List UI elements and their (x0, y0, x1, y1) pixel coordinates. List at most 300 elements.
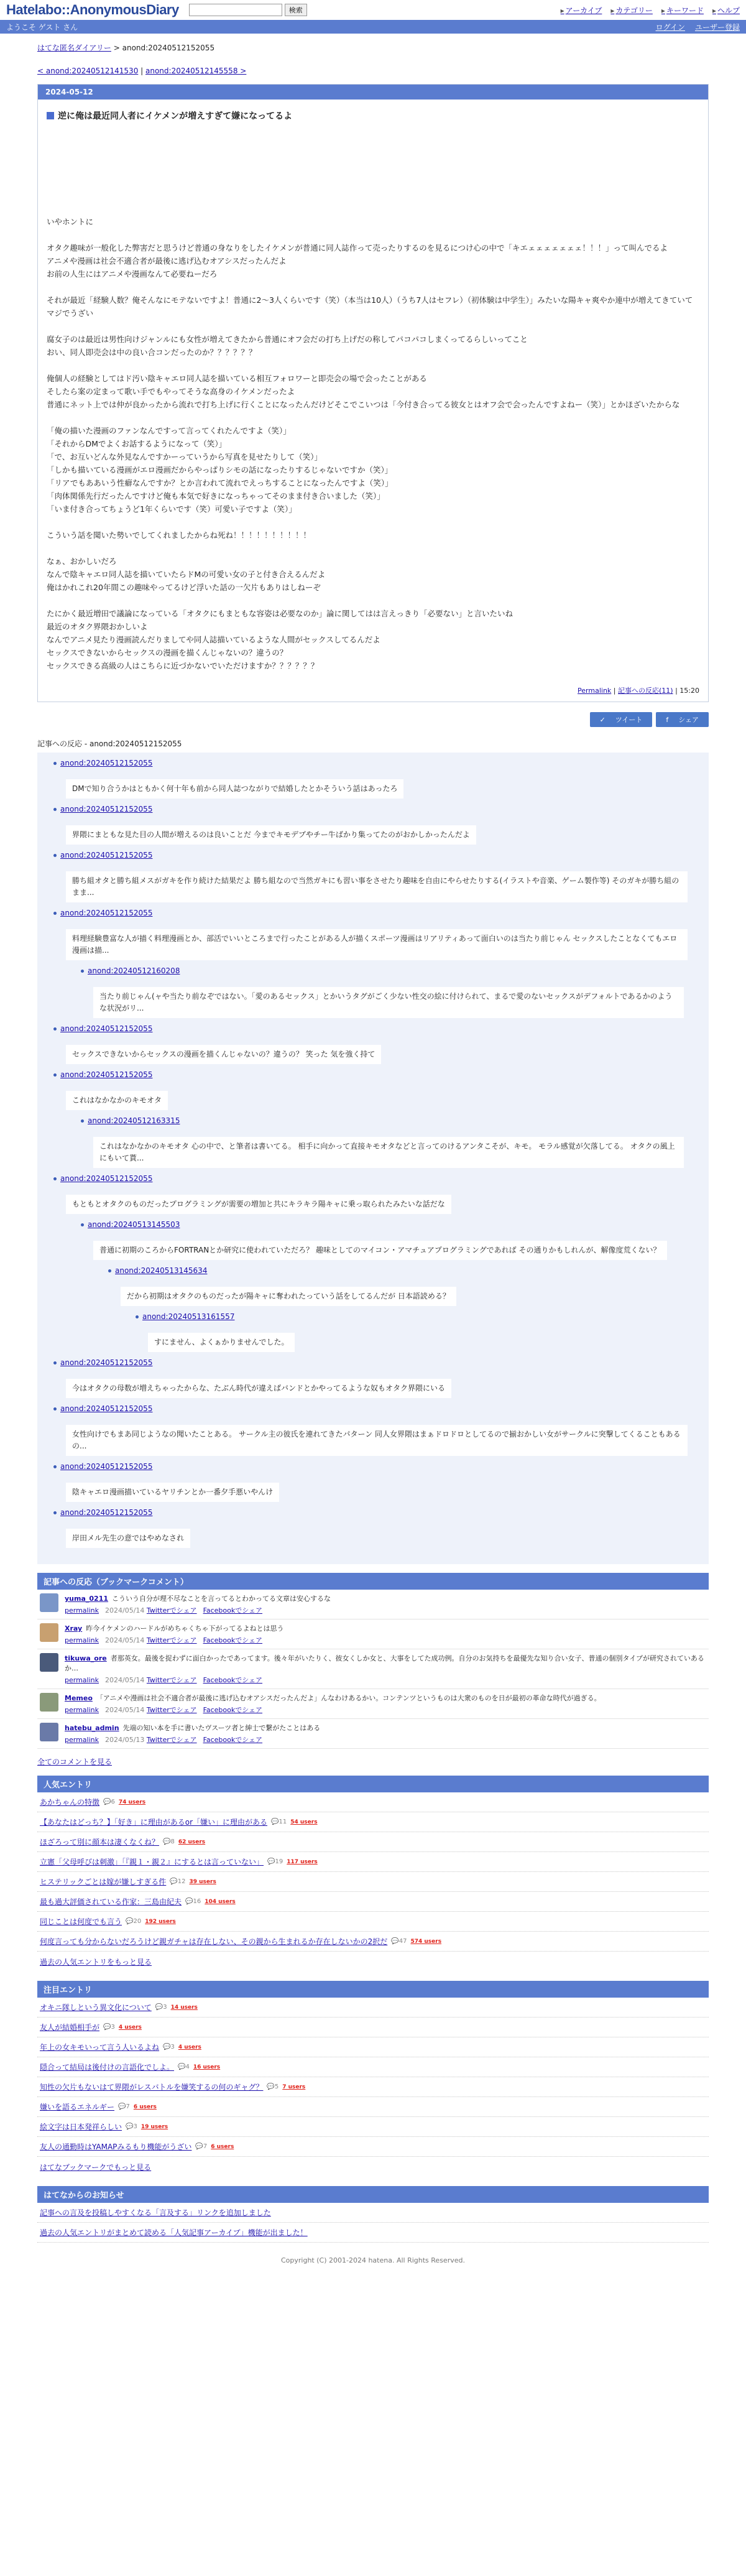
bookmark-date: 2024/05/14 (105, 1706, 145, 1714)
entry-row (37, 1832, 709, 1852)
bookmark-users-link[interactable]: 39 users (189, 1878, 216, 1885)
bookmark-users-link[interactable]: 104 users (205, 1898, 236, 1905)
article-line: たにかく最近増田で議論になっている「オタクにもまともな容姿は必要なのか」論に関してはは言えっきり「必要ない」と言いたいね (47, 609, 513, 618)
site-logo[interactable] (6, 2, 179, 18)
article-line: 俺はかれこれ20年間この趣味やってるけど浮いた話の一欠片もありはしねーぞ (47, 583, 321, 592)
replies-list (37, 753, 709, 1564)
facebook-icon: f (661, 715, 673, 725)
nav-category[interactable] (610, 5, 653, 16)
comment-count (267, 1858, 283, 1865)
bookmark-twitter-share[interactable]: Twitterでシェア (146, 1636, 197, 1644)
comment-icon: 💬 (126, 2123, 134, 2130)
article-date: 2024-05-12 (38, 85, 708, 100)
entry-row (37, 1872, 709, 1892)
entry-row (37, 1932, 709, 1952)
reply-item (108, 1266, 693, 1306)
all-comments-link[interactable]: 全てのコメントを見る (37, 1758, 113, 1766)
top-nav (561, 5, 740, 16)
bookmark-users-link[interactable]: 62 users (178, 1838, 206, 1845)
reply-text: DMで知り合うかはともかく何十年も前から同人誌つながりで結婚したとかそういう話はあったろ (66, 779, 403, 799)
comment-count-text: 3 (111, 2024, 115, 2031)
reply-text: だから初期はオタクのものだったが陽キャに奪われたっていう話をしてるんだが 日本語読める？ (121, 1287, 456, 1306)
reply-item (53, 909, 693, 960)
entry-title-link[interactable]: 隠合って結局は後付けの言語化でしよ。 (40, 2063, 175, 2072)
reply-header (108, 1266, 693, 1275)
share-buttons (37, 712, 709, 727)
avatar (40, 1623, 58, 1642)
article-paragraph (47, 529, 699, 542)
bookmark-users-link[interactable]: 192 users (145, 1918, 176, 1925)
entry-row (37, 2077, 709, 2097)
nav-keyword-label: キーワード (666, 6, 704, 15)
notice-link[interactable]: 過去の人気エントリがまとめて読める「人気記事アーカイブ」機能が出ました！ (40, 2228, 308, 2237)
pager (37, 67, 709, 75)
article-line: 普通にネット上では仲が良かったから流れで打ち上げに行くことになったんだけどそこでこいつは「今付き合ってる彼女とはオフ会で会ったんですよねー（笑）」とかほざいたからな (47, 400, 680, 409)
bookmark-users-link[interactable]: 574 users (410, 1938, 442, 1945)
reply-id-link[interactable]: anond:20240513145503 (88, 1220, 180, 1229)
comment-icon: 💬 (178, 2064, 186, 2070)
comment-icon: 💬 (267, 2083, 275, 2090)
prev-entry-link[interactable]: < anond:20240512141530 (37, 67, 139, 75)
reply-header (53, 1404, 693, 1413)
reply-item (81, 1220, 693, 1260)
reply-item (53, 759, 693, 799)
entry-title-link[interactable]: 知性の欠片もないはて界隈がレスバトルを嫌笑するの何のギャグ？ (40, 2083, 264, 2092)
reply-header (53, 909, 693, 917)
article-line: アニメや漫画は社会不適合者が最後に逃げ込むオアシスだったんだよ (47, 256, 287, 266)
article-paragraph (47, 555, 699, 594)
article-title[interactable] (47, 109, 699, 122)
entry-title-link[interactable]: ヒステリックごとは嫁が嫌しすぎる件 (40, 1878, 167, 1886)
reply-item (81, 1116, 693, 1168)
comment-count-text: 12 (177, 1878, 186, 1885)
article-line: 最近のオタク界隈おかしいよ (47, 622, 148, 631)
comment-count-text: 8 (170, 1838, 175, 1845)
article-paragraph (47, 294, 699, 320)
reply-header (53, 805, 693, 813)
comment-icon: 💬 (185, 1898, 193, 1905)
comment-icon: 💬 (103, 1799, 111, 1805)
attention-list (37, 1998, 709, 2157)
bullet-icon (53, 854, 57, 857)
bookmark-users-link[interactable]: 14 users (170, 2004, 198, 2011)
entry-row (37, 1912, 709, 1932)
bookmark-row (37, 1689, 709, 1719)
reply-item (53, 1462, 693, 1502)
comment-count (163, 1838, 175, 1845)
bookmark-permalink[interactable]: permalink (65, 1606, 99, 1615)
entry-title-link[interactable]: 同じことは何度でも言う (40, 1917, 122, 1926)
entry-row (37, 1852, 709, 1872)
bookmark-top (65, 1593, 331, 1603)
article-paragraph (47, 424, 699, 516)
entry-title-link[interactable]: 友人が結婚相手が (40, 2023, 100, 2032)
reply-item (53, 1070, 693, 1110)
entry-row (37, 1892, 709, 1912)
search-input[interactable] (189, 4, 282, 16)
comment-icon: 💬 (267, 1858, 275, 1865)
bookmark-twitter-share[interactable]: Twitterでシェア (146, 1736, 197, 1744)
nav-help[interactable] (712, 5, 740, 16)
article-line: 俺個人の経験としてはド汚い陰キャエロ同人誌を描いている相互フォロワーと即売会の場で会ったことがある (47, 374, 427, 383)
archive-icon: ▸ (560, 6, 564, 15)
bookmark-row (37, 1649, 709, 1689)
help-icon: ▸ (712, 6, 716, 15)
bookmark-body (65, 1593, 331, 1615)
comment-count (126, 2123, 137, 2130)
entry-row (37, 1812, 709, 1832)
comment-count-text: 20 (133, 1918, 142, 1925)
breadcrumb-current: > anond:20240512152055 (113, 44, 215, 52)
bookmark-users-link[interactable]: 6 users (211, 2143, 234, 2150)
bookmark-meta (65, 1605, 331, 1615)
login-link[interactable]: ログイン (655, 22, 685, 32)
bookmark-meta (65, 1705, 601, 1715)
reply-id-link[interactable]: anond:20240512152055 (60, 851, 153, 859)
bookmark-row (37, 1590, 709, 1619)
article (37, 84, 709, 702)
reply-text: 界隈にまともな見た目の人間が増えるのは良いことだ 今までキモデブやチー牛ばかり集ってたのがおかしかったんだよ (66, 825, 476, 845)
nav-archive-label: アーカイブ (565, 6, 602, 15)
bullet-icon (53, 1407, 57, 1411)
pager-sep: | (138, 67, 145, 75)
reply-id-link[interactable]: anond:20240512152055 (60, 1070, 153, 1079)
reply-text: 岸田メル先生の意ではやめなされ (66, 1529, 190, 1548)
article-line: なぁ、おかしいだろ (47, 557, 117, 566)
reply-text: 料理経験豊富な人が描く料理漫画とか、部活でいいところまで行ったことがある人が描くスポーツ漫画はリアリティあって面白いのは当たり前じゃん セックスしたことなくてもエロ漫画は描... (66, 929, 688, 960)
reply-header (53, 1358, 693, 1367)
reply-id-link[interactable]: anond:20240512152055 (60, 805, 153, 813)
replies-heading: 記事への反応 - anond:20240512152055 (37, 739, 182, 748)
reply-id-link[interactable]: anond:20240512152055 (60, 1358, 153, 1367)
article-line: 「で、お互いどんな外見なんですかーっていうから写真を見せたりして（笑）」 (47, 452, 323, 461)
reply-text: 女性向けでもまあ同じようなの聞いたことある。 サークル主の彼氏を連れてきたパターン 同人女界隈はまぁドロドロとしてるので揃おかしい女がサークルに突撃してくることもあるの... (66, 1425, 688, 1456)
bookmark-body (65, 1653, 706, 1685)
logo-sub: AnonymousDiary (70, 2, 179, 17)
comment-count (271, 1818, 287, 1825)
bookmark-permalink[interactable]: permalink (65, 1676, 99, 1684)
post-time: 15:20 (679, 687, 699, 695)
bookmark-facebook-share[interactable]: Facebookでシェア (203, 1676, 263, 1684)
main-content (37, 34, 709, 2283)
bookmark-meta (65, 1635, 284, 1645)
comment-count (118, 2103, 130, 2110)
reply-header (53, 1070, 693, 1079)
bullet-icon (53, 1073, 57, 1077)
reply-header (53, 1462, 693, 1471)
article-paragraph (47, 215, 699, 228)
bullet-icon (53, 1177, 57, 1180)
comment-count (163, 2044, 175, 2050)
notices-list (37, 2203, 709, 2243)
category-icon: ▸ (610, 6, 615, 15)
logo-main: Hatelabo (6, 2, 62, 17)
bullet-icon (53, 1361, 57, 1364)
comment-icon: 💬 (170, 1878, 178, 1885)
reply-item (53, 805, 693, 845)
comment-count-text: 5 (274, 2083, 279, 2090)
reply-header (81, 966, 693, 975)
next-entry-link[interactable]: anond:20240512145558 > (145, 67, 247, 75)
comment-count (170, 1878, 185, 1885)
reply-item (81, 966, 693, 1018)
attention-heading: 注目エントリ (37, 1981, 709, 1998)
bookmark-users-link[interactable]: 117 users (287, 1858, 318, 1865)
nav-keyword[interactable] (661, 5, 704, 16)
article-body (47, 215, 699, 672)
bookmark-comment: 者那英女。最後を捉わずに面白かったであってます。後々年がいたりく、彼女くしか女と、大事をしてた成功例。自分のお気持ちを最優先な知り合い女子、普通の個別タイプが研究されていあるか… (65, 1654, 704, 1672)
search-box (189, 4, 307, 16)
reply-header (81, 1220, 693, 1229)
bullet-icon (81, 970, 84, 973)
bookmark-user-link[interactable]: Memeo (65, 1694, 93, 1702)
comment-icon: 💬 (103, 2024, 111, 2031)
bullet-icon (53, 762, 57, 765)
bullet-icon (53, 1465, 57, 1468)
reply-id-link[interactable]: anond:20240512152055 (60, 909, 153, 917)
bookmark-users-link[interactable]: 16 users (193, 2064, 221, 2070)
bookmark-users-link[interactable]: 4 users (178, 2044, 201, 2050)
copyright: Copyright (C) 2001-2024 hatena. All Rights Reserved. (281, 2256, 465, 2264)
nav-category-label: カテゴリー (615, 6, 653, 15)
bookmarks-heading: 記事への反応（ブックマークコメント） (37, 1573, 709, 1590)
entry-title-link[interactable]: 絵文字は日本発祥らしい (40, 2123, 122, 2131)
article-paragraph (47, 333, 699, 359)
bookmark-meta (65, 1735, 320, 1744)
tweet-label: ツイート (610, 713, 647, 726)
reply-header (53, 1174, 693, 1183)
bookmark-body (65, 1723, 320, 1744)
article-line: 「いま付き合ってちょうど1年くらいです（笑）可愛い子ですよ（笑）」 (47, 504, 297, 514)
bookmark-row (37, 1719, 709, 1749)
bookmark-user-link[interactable]: yuma_0211 (65, 1595, 109, 1603)
entry-row (37, 2037, 709, 2057)
article-line: 「リアでもああいう性癖なんですか？とか言われて流れでえっちすることになったんですよ（笑）」 (47, 478, 393, 488)
nav-help-label: ヘルプ (717, 6, 740, 15)
article-line: 腐女子のは最近は男性向けジャンルにも女性が増えてきたから普通にオフ会だの打ち上げだの称してパコパコしまくってるらしいってこと (47, 335, 528, 344)
avatar (40, 1693, 58, 1712)
notice-item (37, 2203, 709, 2223)
comment-count-text: 16 (193, 1898, 201, 1905)
entry-title-link[interactable]: 友人の通勤時はYAMAPみるもり機能がうざい (40, 2143, 192, 2151)
nav-archive[interactable] (561, 5, 602, 16)
reply-text: 陰キャエロ漫画描いているヤリチンとか一番夕手悪いやんけ (66, 1483, 279, 1502)
bullet-icon (81, 1119, 84, 1123)
reply-text: これはなかなかのキモオタ 心の中で、と筆者は書いてる。 相手に向かって直接キモオタなどと言ってのけるアンタこそが、キモ。 モラル感覚が欠落してる。 オタクの風上にもいて貰... (93, 1137, 684, 1168)
bookmark-users-link[interactable]: 7 users (282, 2083, 306, 2090)
comment-count (178, 2064, 190, 2070)
reply-text: これはなかなかのキモオタ (66, 1091, 168, 1110)
entry-title-link[interactable]: 年上の女キモいって言う人いるよね (40, 2043, 160, 2052)
reply-id-link[interactable]: anond:20240512160208 (88, 966, 180, 975)
bullet-icon (53, 808, 57, 811)
title-square-icon (47, 112, 54, 119)
comment-icon: 💬 (118, 2103, 126, 2110)
reply-id-link[interactable]: anond:20240512152055 (60, 759, 153, 767)
article-line: こういう話を聞いた勢いでしてくれましたからね死ね！！！！！！！！！！ (47, 530, 311, 540)
article-line: それが最近「経験人数？俺そんなにモテないですよ！普通に2〜3人くらいです（笑）（本当は10人）（うち7人はセフレ）（初体験は中学生）」みたいな陽キャ爽やか連中が増えてきていてマジでうざい (47, 295, 693, 318)
comment-icon: 💬 (163, 2044, 171, 2050)
notice-item (37, 2223, 709, 2243)
reply-id-link[interactable]: anond:20240513145634 (115, 1266, 208, 1275)
top-bar (0, 0, 746, 20)
bookmark-permalink[interactable]: permalink (65, 1706, 99, 1714)
entry-title-link[interactable]: 【あなたはどっち？】「好き」に理由があるor「嫌い」に理由がある (40, 1818, 268, 1827)
bookmark-facebook-share[interactable]: Facebookでシェア (203, 1636, 263, 1644)
bookmark-date: 2024/05/14 (105, 1606, 145, 1615)
entry-title-link[interactable]: あかちゃんの特徴 (40, 1798, 100, 1807)
bullet-icon (53, 912, 57, 915)
entry-row (37, 2018, 709, 2037)
reply-id-link[interactable]: anond:20240512152055 (60, 1174, 153, 1183)
reply-id-link[interactable]: anond:20240512152055 (60, 1024, 153, 1033)
reply-item (53, 1024, 693, 1064)
article-line: なんで陰キャエロ同人誌を描いていたらドMの可愛い女の子と付き合えるんだよ (47, 570, 326, 579)
attention-more-link[interactable]: はてなブックマークでもっと見る (40, 2163, 152, 2172)
comment-count (126, 1918, 141, 1925)
reply-header (81, 1116, 693, 1125)
entry-row (37, 2137, 709, 2157)
entry-row (37, 2057, 709, 2077)
notices-heading: はてなからのお知らせ (37, 2186, 709, 2203)
bookmark-facebook-share[interactable]: Facebookでシェア (203, 1736, 263, 1744)
comment-icon: 💬 (195, 2143, 203, 2150)
reply-id-link[interactable]: anond:20240512152055 (60, 1404, 153, 1413)
bullet-icon (81, 1223, 84, 1226)
reply-text: すにません、よくぁかりませんでした。 (148, 1333, 295, 1352)
comment-count-text: 4 (185, 2064, 190, 2070)
comment-count (185, 1898, 201, 1905)
article-paragraph (47, 372, 699, 411)
bookmark-twitter-share[interactable]: Twitterでシェア (146, 1706, 197, 1714)
comment-icon: 💬 (391, 1938, 399, 1945)
bookmark-comment: 「アニメや漫画は社会不適合者が最後に逃げ込むオアシスだったんだよ」んなわけあるかい。コンテンツというものは大衆のものを日が最初の革命な時代が過ぎる。 (96, 1694, 601, 1702)
bookmark-permalink[interactable]: permalink (65, 1736, 99, 1744)
comment-count-text: 6 (111, 1799, 115, 1805)
comment-count-text: 7 (203, 2143, 208, 2150)
bookmark-top (65, 1693, 601, 1703)
bookmark-comment: こういう自分が理不尽なことを言ってるとわかってる文章は安心するな (112, 1595, 331, 1603)
comment-count-text: 7 (126, 2103, 130, 2110)
reply-link[interactable]: 記事への反応(11) (618, 687, 673, 695)
bookmark-row (37, 1619, 709, 1649)
comment-icon: 💬 (163, 1838, 171, 1845)
bookmark-user-link[interactable]: hatebu_admin (65, 1724, 119, 1732)
reply-header (136, 1312, 693, 1321)
reply-item (53, 1508, 693, 1548)
facebook-share-button[interactable] (656, 712, 709, 727)
comment-count-text: 11 (279, 1818, 287, 1825)
reply-header (53, 1508, 693, 1517)
bookmark-users-link[interactable]: 19 users (140, 2123, 168, 2130)
bookmark-users-link[interactable]: 4 users (118, 2024, 142, 2031)
reply-item (53, 1404, 693, 1456)
article-line: いやホントに (47, 217, 94, 226)
entry-title-link[interactable]: ほざろって別に顔本は凄くなくね？ (40, 1838, 160, 1846)
comment-count-text: 47 (398, 1938, 407, 1945)
logo-sep: :: (61, 2, 70, 17)
bookmark-users-link[interactable]: 6 users (133, 2103, 157, 2110)
avatar (40, 1593, 58, 1612)
entry-title-link[interactable]: 最も過大評価されている作家：三島由紀夫 (40, 1897, 182, 1906)
bullet-icon (53, 1027, 57, 1031)
bullet-icon (136, 1315, 139, 1318)
reply-text: 今はオタクの母数が増えちゃったからな、たぶん時代が違えばバンドとかやってるような奴もオタク界隈にいる (66, 1379, 451, 1398)
search-button[interactable]: 検索 (285, 4, 307, 16)
bookmark-body (65, 1623, 284, 1645)
bookmark-facebook-share[interactable]: Facebookでシェア (203, 1706, 263, 1714)
reply-header (53, 1024, 693, 1033)
reply-item (53, 851, 693, 902)
reply-id-link[interactable]: anond:20240512152055 (60, 1508, 153, 1517)
entry-title-link[interactable]: 何度言っても分からないだろうけど親ガチャは存在しない、その親から生まれるか存在しないかの2択だ (40, 1937, 388, 1946)
article-line: そしたら案の定まって歌い手でもやってそうな高身のイケメンだったよ (47, 387, 295, 396)
entry-title-link[interactable]: 立憲「父母呼びは刺激」「『親１・親２』にするとは言っていない」 (40, 1858, 264, 1866)
bookmark-body (65, 1693, 601, 1715)
entry-row (37, 1998, 709, 2018)
bookmark-twitter-share[interactable]: Twitterでシェア (146, 1606, 197, 1615)
popular-list (37, 1792, 709, 1952)
comment-count-text: 19 (275, 1858, 283, 1865)
reply-id-link[interactable]: anond:20240512152055 (60, 1462, 153, 1471)
comment-count (391, 1938, 407, 1945)
article-line: 「俺の描いた漫画のファンなんですって言ってくれたんですよ（笑）」 (47, 426, 291, 435)
bookmark-users-link[interactable]: 54 users (290, 1818, 318, 1825)
permalink-link[interactable]: Permalink (578, 687, 612, 695)
comment-icon: 💬 (126, 1918, 134, 1925)
article-line: セックスできないからセックスの漫画を描くんじゃないの？違うの？ (47, 648, 288, 657)
comment-count (267, 2083, 279, 2090)
bookmark-user-link[interactable]: tikuwa_ore (65, 1654, 107, 1662)
entry-title-link[interactable]: 嫌いを語るエネルギー (40, 2103, 115, 2111)
breadcrumb-home[interactable]: はてな匿名ダイアリー (37, 44, 111, 52)
bookmark-date: 2024/05/14 (105, 1676, 145, 1684)
bookmark-permalink[interactable]: permalink (65, 1636, 99, 1644)
bookmark-user-link[interactable]: Xray (65, 1624, 83, 1633)
article-line: お前の人生にはアニメや漫画なんて必要ねーだろ (47, 269, 218, 279)
bookmark-top (65, 1723, 320, 1733)
entry-title-link[interactable]: オキニ隊しという異文化について (40, 2003, 152, 2012)
reply-item (53, 1358, 693, 1398)
bookmark-meta (65, 1675, 706, 1685)
reply-text: もともとオタクのものだったプログラミングが需要の増加と共にキラキラ陽キャに乗っ取られたみたいな話だな (66, 1195, 451, 1214)
notice-link[interactable]: 記事への言及を投稿しやすくなる「言及する」リンクを追加しました (40, 2208, 271, 2217)
entry-row (37, 2117, 709, 2137)
reply-text: 当たり前じゃん(ャや当たり前なぞではない。「愛のあるセックス」とかいうタグがごく少ない性交の絵に付けられて、まるで愛のないセックスがデフォルトであるかのような状況がリ... (93, 987, 684, 1018)
reply-id-link[interactable]: anond:20240513161557 (142, 1312, 235, 1321)
popular-more-link[interactable]: 過去の人気エントリをもっと見る (40, 1958, 152, 1967)
bookmark-top (65, 1623, 284, 1633)
reply-header (53, 851, 693, 859)
bookmark-users-link[interactable]: 74 users (118, 1799, 146, 1805)
register-link[interactable]: ユーザー登録 (694, 22, 740, 32)
bookmark-top (65, 1653, 706, 1673)
entry-row (37, 1792, 709, 1812)
avatar (40, 1723, 58, 1741)
welcome-text: ようこそ ゲスト さん (6, 22, 78, 32)
comment-count (155, 2004, 167, 2011)
reply-id-link[interactable]: anond:20240512163315 (88, 1116, 180, 1125)
article-footer: Permalink | 記事への反応(11) | 15:20 (578, 687, 699, 695)
bookmark-twitter-share[interactable]: Twitterでシェア (146, 1676, 197, 1684)
comment-count (103, 1799, 115, 1805)
tweet-button[interactable] (590, 712, 653, 727)
bookmark-date: 2024/05/14 (105, 1636, 145, 1644)
bookmark-facebook-share[interactable]: Facebookでシェア (203, 1606, 263, 1615)
comment-count-text: 3 (133, 2123, 137, 2130)
article-paragraph (47, 241, 699, 280)
article-line: 「それからDMでよくお話するようになって（笑）」 (47, 439, 227, 448)
